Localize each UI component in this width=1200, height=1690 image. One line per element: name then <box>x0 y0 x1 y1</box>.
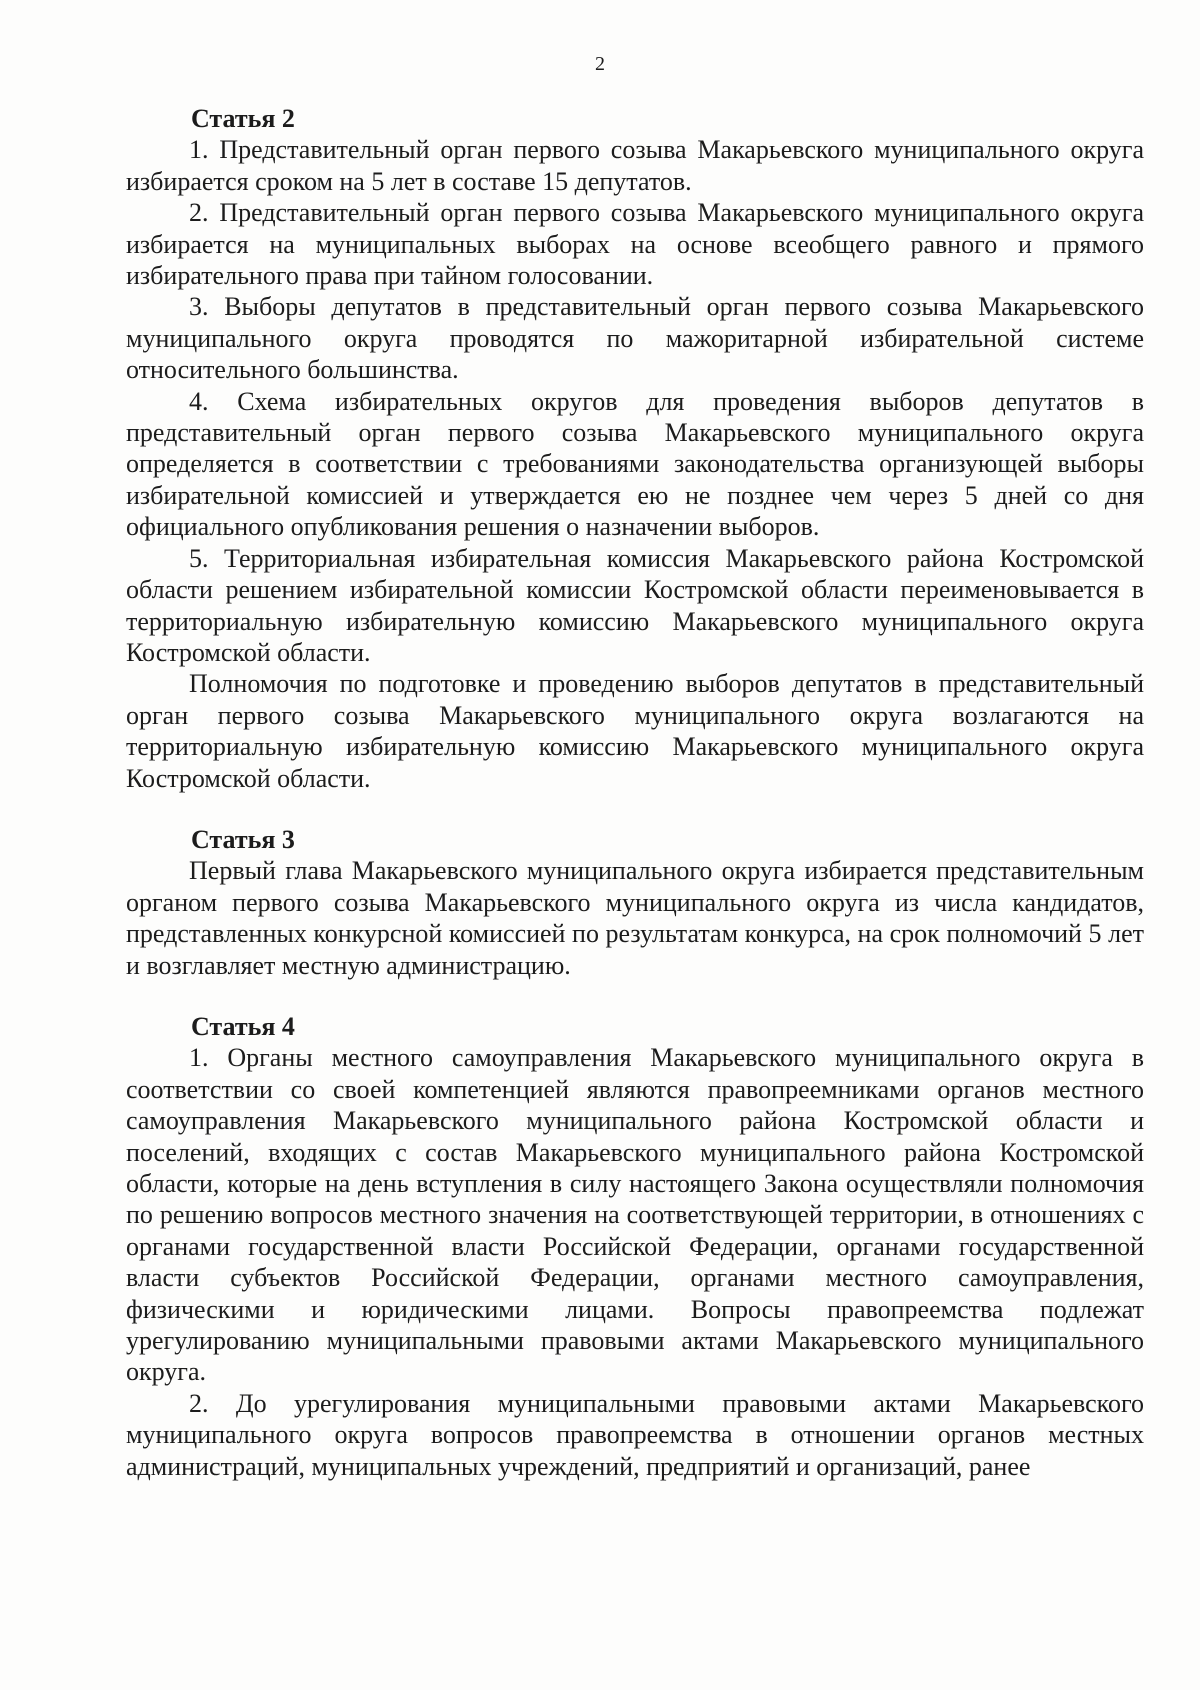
article-3 <box>126 824 1144 981</box>
paragraph: Полномочия по подготовке и проведению выборов депутатов в представительный орган первого созыва Макарьевского муниципального округа возлагаются на территориальную избирательную комиссию Макарьевского муниципального округа Костромской области. <box>126 669 1144 793</box>
page-number: 2 <box>595 53 605 75</box>
article-4 <box>126 1011 1144 1482</box>
paragraph: Первый глава Макарьевского муниципального округа избирается представительным органом первого созыва Макарьевского муниципального округа из числа кандидатов, представленных конкурсной комиссией по результатам конкурса, на срок полномочий 5 лет и возглавляет местную администрацию. <box>126 856 1144 980</box>
paragraph: 1. Органы местного самоуправления Макарьевского муниципального округа в соответствии со своей компетенцией являются правопреемниками органов местного самоуправления Макарьевского муниципального района Костромской области и поселений, входящих с состав Макарьевского муниципального района Костромской области, которые на день вступления в силу настоящего Закона осуществляли полномочия по решению вопросов местного значения на соответствующей территории, в отношениях с органами государственной власти Российской Федерации, органами государственной власти субъектов Российской Федерации, органами местного самоуправления, физическими и юридическими лицами. Вопросы правопреемства подлежат урегулированию муниципальными правовыми актами Макарьевского муниципального округа. <box>126 1043 1144 1387</box>
article-title: Статья 2 <box>191 104 295 133</box>
article-title: Статья 3 <box>191 824 295 854</box>
paragraph: 4. Схема избирательных округов для проведения выборов депутатов в представительный орган первого созыва Макарьевского муниципального округа определяется в соответствии с требованиями законодательства организующей выборы избирательной комиссией и утверждается ею не позднее чем через 5 дней со дня официального опубликования решения о назначении выборов. <box>126 386 1144 542</box>
paragraph: 2. Представительный орган первого созыва Макарьевского муниципального округа избирается на муниципальных выборах на основе всеобщего равного и прямого избирательного права при тайном голосовании. <box>126 198 1144 291</box>
paragraph: 2. До урегулирования муниципальными правовыми актами Макарьевского муниципального округа вопросов правопреемства в отношении органов местных администраций, муниципальных учреждений, предприятий и организаций, ранее <box>126 1388 1144 1481</box>
paragraph: 1. Представительный орган первого созыва Макарьевского муниципального округа избирается сроком на 5 лет в составе 15 депутатов. <box>126 135 1144 196</box>
article-title: Статья 4 <box>191 1011 295 1041</box>
article-2 <box>126 103 1144 794</box>
paragraph: 5. Территориальная избирательная комиссия Макарьевского района Костромской области решением избирательной комиссии Костромской области переименовывается в территориальную избирательную комиссию Макарьевского муниципального округа Костромской области. <box>126 543 1144 667</box>
paragraph: 3. Выборы депутатов в представительный орган первого созыва Макарьевского муниципального округа проводятся по мажоритарной избирательной системе относительного большинства. <box>126 292 1144 385</box>
document-body <box>126 103 1144 1482</box>
